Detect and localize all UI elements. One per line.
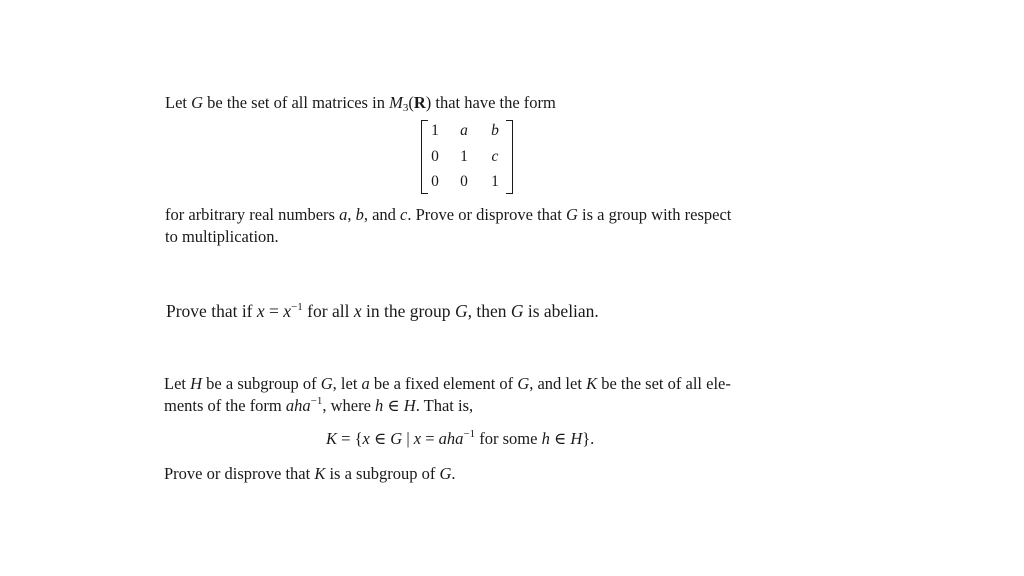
text: Let	[165, 93, 192, 112]
matrix-cell: 1	[431, 122, 439, 139]
var-G: G	[191, 93, 204, 112]
text: }.	[582, 429, 595, 448]
expr-aha: aha	[438, 429, 464, 448]
problem1-intro	[165, 93, 556, 113]
problem3-line1	[164, 374, 731, 394]
problem1-statement-line2	[165, 227, 279, 247]
var-H: H	[403, 396, 416, 415]
text: )	[425, 93, 432, 112]
text: Let	[164, 374, 191, 393]
problem3-line2	[164, 396, 473, 416]
text: for arbitrary real numbers	[165, 205, 340, 224]
text: be the set of all ele-	[597, 374, 731, 393]
matrix-cell: c	[491, 148, 499, 165]
matrix-cell: 0	[431, 173, 439, 190]
text: for all	[302, 301, 354, 321]
text: |	[402, 429, 414, 448]
var-H: H	[570, 429, 583, 448]
superscript-inverse: −1	[310, 395, 323, 407]
var-H: H	[190, 374, 203, 393]
text: .	[451, 464, 456, 483]
var-G: G	[390, 429, 403, 448]
text: . That is,	[415, 396, 474, 415]
var-G: G	[510, 301, 524, 321]
var-G: G	[439, 464, 452, 483]
var-M: M	[389, 93, 403, 112]
text: be the set of all matrices in	[203, 93, 390, 112]
text: be a fixed element of	[369, 374, 518, 393]
text: ments of the form	[164, 396, 286, 415]
text: is a group with respect	[577, 205, 732, 224]
text: , where	[322, 396, 376, 415]
expr-aha: aha	[285, 396, 311, 415]
matrix-right-bracket	[506, 120, 513, 194]
problem1-statement-line1	[165, 205, 731, 225]
var-a: a	[361, 374, 370, 393]
matrix-cell: 0	[460, 173, 468, 190]
text: , and let	[529, 374, 587, 393]
text: that have the form	[431, 93, 556, 112]
text: , let	[332, 374, 362, 393]
var-G: G	[454, 301, 468, 321]
var-x: x	[283, 301, 292, 321]
var-K: K	[326, 429, 338, 448]
superscript-inverse: −1	[463, 428, 476, 440]
matrix-cell: 1	[460, 148, 468, 165]
text: . Prove or disprove that	[407, 205, 566, 224]
matrix	[421, 120, 513, 194]
var-K: K	[586, 374, 598, 393]
element-of-symbol: ∈	[369, 429, 391, 448]
element-of-symbol: ∈	[383, 396, 404, 415]
var-b: b	[355, 205, 364, 224]
text: ,	[347, 205, 356, 224]
text: , and	[363, 205, 401, 224]
reals-symbol: R	[413, 93, 426, 112]
var-K: K	[314, 464, 326, 483]
problem3-final	[164, 464, 456, 484]
text: for some	[475, 429, 542, 448]
var-c: c	[400, 205, 408, 224]
text: =	[421, 429, 439, 448]
text: =	[264, 301, 284, 321]
matrix-cell: 1	[491, 173, 499, 190]
var-h: h	[375, 396, 384, 415]
text: to multiplication.	[165, 227, 279, 246]
var-x: x	[256, 301, 265, 321]
var-G: G	[565, 205, 578, 224]
text: is a subgroup of	[325, 464, 440, 483]
matrix-cell: 0	[431, 148, 439, 165]
text: = {	[337, 429, 363, 448]
text: in the group	[361, 301, 455, 321]
matrix-cell: a	[460, 122, 468, 139]
text: be a subgroup of	[202, 374, 321, 393]
var-G: G	[320, 374, 333, 393]
text: (	[408, 93, 414, 112]
element-of-symbol: ∈	[549, 429, 571, 448]
problem3-set-definition	[326, 429, 594, 449]
var-x: x	[362, 429, 370, 448]
var-a: a	[339, 205, 348, 224]
var-x: x	[413, 429, 422, 448]
var-x: x	[353, 301, 362, 321]
text: is abelian.	[523, 301, 599, 321]
var-h: h	[541, 429, 550, 448]
problem2-statement	[166, 301, 599, 321]
text: Prove or disprove that	[164, 464, 315, 483]
text: Prove that if	[166, 301, 257, 321]
superscript-inverse: −1	[291, 301, 303, 313]
subscript-3: 3	[402, 102, 409, 114]
text: , then	[467, 301, 511, 321]
var-G: G	[517, 374, 530, 393]
matrix-cell: b	[491, 122, 499, 139]
